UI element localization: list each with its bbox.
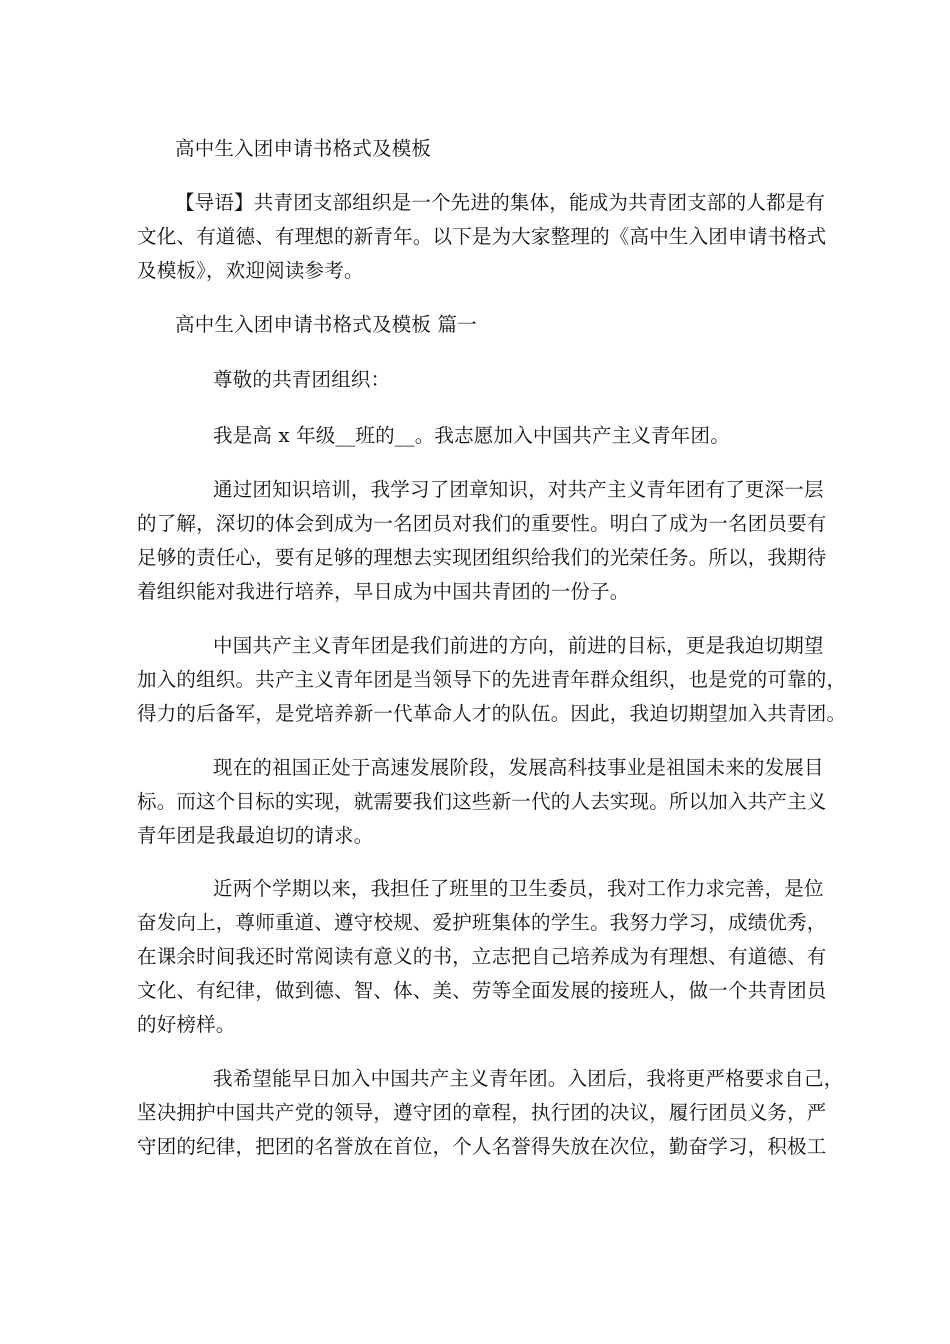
text-line: 坚决拥护中国共产党的领导，遵守团的章程，执行团的决议，履行团员义务，严 (137, 1101, 827, 1124)
text-line: 及模板》，欢迎阅读参考。 (137, 259, 364, 282)
text-line: 青年团是我最迫切的请求。 (137, 824, 374, 847)
text-line: 守团的纪律，把团的名誉放在首位，个人名誉得失放在次位，勤奋学习，积极工 (137, 1135, 827, 1158)
text-line: 我希望能早日加入中国共产主义青年团。入团后，我将更严格要求自己， (213, 1067, 844, 1090)
text-line: 着组织能对我进行培养，早日成为中国共青团的一份子。 (137, 580, 630, 603)
text-line: 足够的责任心，要有足够的理想去实现团组织给我们的光荣任务。所以，我期待 (137, 546, 827, 569)
text-line: 得力的后备军，是党培养新一代革命人才的队伍。因此，我迫切期望加入共青团。 (137, 702, 847, 725)
text-line: 中国共产主义青年团是我们前进的方向，前进的目标，更是我迫切期望 (213, 634, 824, 657)
text-line: 文化、有纪律，做到德、智、体、美、劳等全面发展的接班人，做一个共青团员 (137, 979, 827, 1002)
document-title: 高中生入团申请书格式及模板 (175, 137, 432, 160)
text-line: 【导语】共青团支部组织是一个先进的集体，能成为共青团支部的人都是有 (175, 191, 826, 214)
text-line: 现在的祖国正处于高速发展阶段，发展高科技事业是祖国未来的发展目 (213, 756, 824, 779)
section-heading: 高中生入团申请书格式及模板 篇一 (175, 313, 477, 336)
text-line: 的了解，深切的体会到成为一名团员对我们的重要性。明白了成为一名团员要有 (137, 512, 827, 535)
text-line: 文化、有道德、有理想的新青年。以下是为大家整理的《高中生入团申请书格式 (137, 225, 827, 248)
text-line: 奋发向上，尊师重道、遵守校规、爱护班集体的学生。我努力学习，成绩优秀， (137, 911, 827, 934)
text-line: 近两个学期以来，我担任了班里的卫生委员，我对工作力求完善，是位 (213, 877, 824, 900)
text-line: 的好榜样。 (137, 1013, 236, 1036)
text-line: 我是高 x 年级__班的__。我志愿加入中国共产主义青年团。 (213, 424, 730, 447)
text-line: 在课余时间我还时常阅读有意义的书，立志把自己培养成为有理想、有道德、有 (137, 945, 827, 968)
text-line: 标。而这个目标的实现，就需要我们这些新一代的人去实现。所以加入共产主义 (137, 790, 827, 813)
text-line: 通过团知识培训，我学习了团章知识，对共产主义青年团有了更深一层 (213, 478, 824, 501)
text-line: 加入的组织。共产主义青年团是当领导下的先进青年群众组织，也是党的可靠的， (137, 668, 847, 691)
salutation: 尊敬的共青团组织： (213, 368, 391, 391)
